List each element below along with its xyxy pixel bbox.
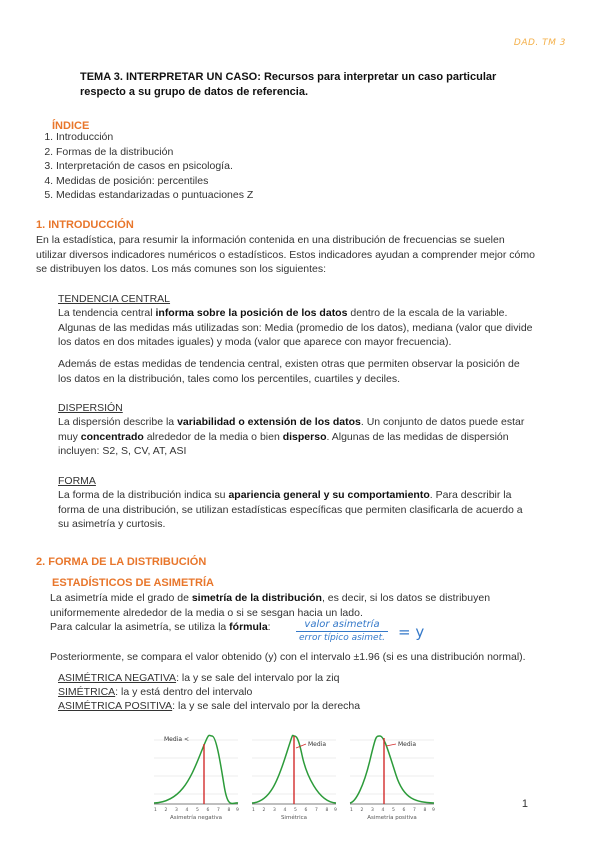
index-item: 4. Medidas de posición: percentiles xyxy=(56,174,538,189)
svg-text:5: 5 xyxy=(196,808,199,813)
svg-text:6: 6 xyxy=(304,808,308,813)
svg-text:3: 3 xyxy=(371,808,374,813)
svg-text:8: 8 xyxy=(423,808,427,813)
svg-text:9: 9 xyxy=(236,808,239,813)
chart-positive xyxy=(350,736,435,821)
formula-numerator: valor asimetría xyxy=(304,619,380,630)
asymmetry-figures xyxy=(150,730,440,822)
svg-text:2: 2 xyxy=(164,808,168,813)
chart-symmetric-caption: Simétrica xyxy=(280,815,308,821)
chart-symmetric xyxy=(252,735,337,821)
svg-text:5: 5 xyxy=(392,808,395,813)
index-item: 1. Introducción xyxy=(56,130,538,145)
svg-text:1: 1 xyxy=(350,808,353,813)
tendencia-heading: TENDENCIA CENTRAL xyxy=(58,293,171,305)
asimetria-negativa-row: ASIMÉTRICA NEGATIVA: la y se sale del intervalo por la ziq xyxy=(58,672,340,684)
chart-positive-caption: Asimetría positiva xyxy=(367,815,417,821)
svg-text:6: 6 xyxy=(206,808,210,813)
svg-text:1: 1 xyxy=(252,808,255,813)
svg-text:3: 3 xyxy=(175,808,178,813)
dispersion-text: La dispersión describe la variabilidad o extensión de los datos. Un conjunto de datos puede estar muy concentrado alrededor de la media o bien disperso. Algunas de las medidas de dispersión incluyen: S2, S, CV, AT, ASI xyxy=(58,416,525,457)
svg-text:1: 1 xyxy=(154,808,157,813)
svg-text:9: 9 xyxy=(334,808,337,813)
title-rest: Recursos para interpretar un caso particular respecto a su grupo de datos de referencia. xyxy=(80,71,497,98)
intro-heading: 1. INTRODUCCIÓN xyxy=(36,219,134,231)
asimetria-positiva-row: ASIMÉTRICA POSITIVA: la y se sale del intervalo por la derecha xyxy=(58,700,361,712)
asimetria-p1: La asimetría mide el grado de simetría de la distribución, es decir, si los datos se distribuyen uniformemente alrededor de la media o si se sesgan hacia un lado. xyxy=(50,592,491,619)
header-note: DAD. TM 3 xyxy=(513,38,566,48)
chart-positive-label: Media xyxy=(398,741,417,748)
svg-text:2: 2 xyxy=(360,808,364,813)
chart-negative-label: Media xyxy=(164,736,183,743)
index-heading: ÍNDICE xyxy=(52,120,90,132)
section2-heading: 2. FORMA DE LA DISTRIBUCIÓN xyxy=(36,556,207,568)
svg-text:7: 7 xyxy=(413,808,416,813)
forma-heading: FORMA xyxy=(58,475,96,487)
chart-negative xyxy=(154,735,239,821)
svg-text:9: 9 xyxy=(432,808,435,813)
svg-text:3: 3 xyxy=(273,808,276,813)
svg-text:8: 8 xyxy=(227,808,231,813)
svg-text:4: 4 xyxy=(185,808,189,813)
section2-subheading: ESTADÍSTICOS DE ASIMETRÍA xyxy=(52,577,214,589)
page-number: 1 xyxy=(521,798,528,810)
svg-text:2: 2 xyxy=(262,808,266,813)
formula-fraction xyxy=(292,619,392,643)
dispersion-heading: DISPERSIÓN xyxy=(58,402,123,414)
chart-negative-caption: Asimetría negativa xyxy=(169,815,223,821)
page-title xyxy=(80,70,520,100)
svg-text:<: < xyxy=(184,736,190,743)
chart-symmetric-label: Media xyxy=(308,741,327,748)
forma-text: La forma de la distribución indica su apariencia general y su comportamiento. Para describir la forma de una distribución, se utilizan estadísticas específicas que permiten clasificarla de acuerdo a su asimetría y curtosis. xyxy=(58,489,523,530)
svg-text:4: 4 xyxy=(381,808,385,813)
index-item: 5. Medidas estandarizadas o puntuaciones Z xyxy=(56,188,538,203)
index-item: 2. Formas de la distribución xyxy=(56,145,538,160)
asimetria-p3: Posteriormente, se compara el valor obtenido (y) con el intervalo ±1.96 (si es una distribución normal). xyxy=(50,651,526,663)
intro-text: En la estadística, para resumir la información contenida en una distribución de frecuencias se suelen utilizar diversos indicadores numéricos o estadísticos. Estos indicadores ayudan a comprender mejor cómo se distribuyen los datos. Los más comunes son los siguientes: xyxy=(36,234,535,275)
asimetria-p2: Para calcular la asimetría, se utiliza la fórmula: xyxy=(50,621,271,633)
svg-text:8: 8 xyxy=(325,808,329,813)
index-list xyxy=(38,130,538,203)
svg-text:5: 5 xyxy=(294,808,297,813)
tendencia-p1: La tendencia central informa sobre la posición de los datos dentro de la escala de la variable. Algunas de las medidas más utilizadas son: Media (promedio de los datos), mediana (valor que divide los datos en dos mitades iguales) y moda (valor que aparece con mayor frecuencia). xyxy=(58,307,533,348)
svg-text:6: 6 xyxy=(402,808,406,813)
title-prefix: TEMA 3. INTERPRETAR UN CASO: xyxy=(80,71,261,83)
simetrica-row: SIMÉTRICA: la y está dentro del intervalo xyxy=(58,686,253,698)
tendencia-p2: Además de estas medidas de tendencia central, existen otras que permiten observar la posición de los datos en la distribución, tales como los percentiles, cuartiles y deciles. xyxy=(58,358,520,385)
formula-denominator: error típico asimet. xyxy=(299,633,385,643)
formula-equals: = y xyxy=(398,623,425,641)
index-item: 3. Interpretación de casos en psicología. xyxy=(56,159,538,174)
svg-text:7: 7 xyxy=(217,808,220,813)
svg-text:4: 4 xyxy=(283,808,287,813)
svg-text:7: 7 xyxy=(315,808,318,813)
